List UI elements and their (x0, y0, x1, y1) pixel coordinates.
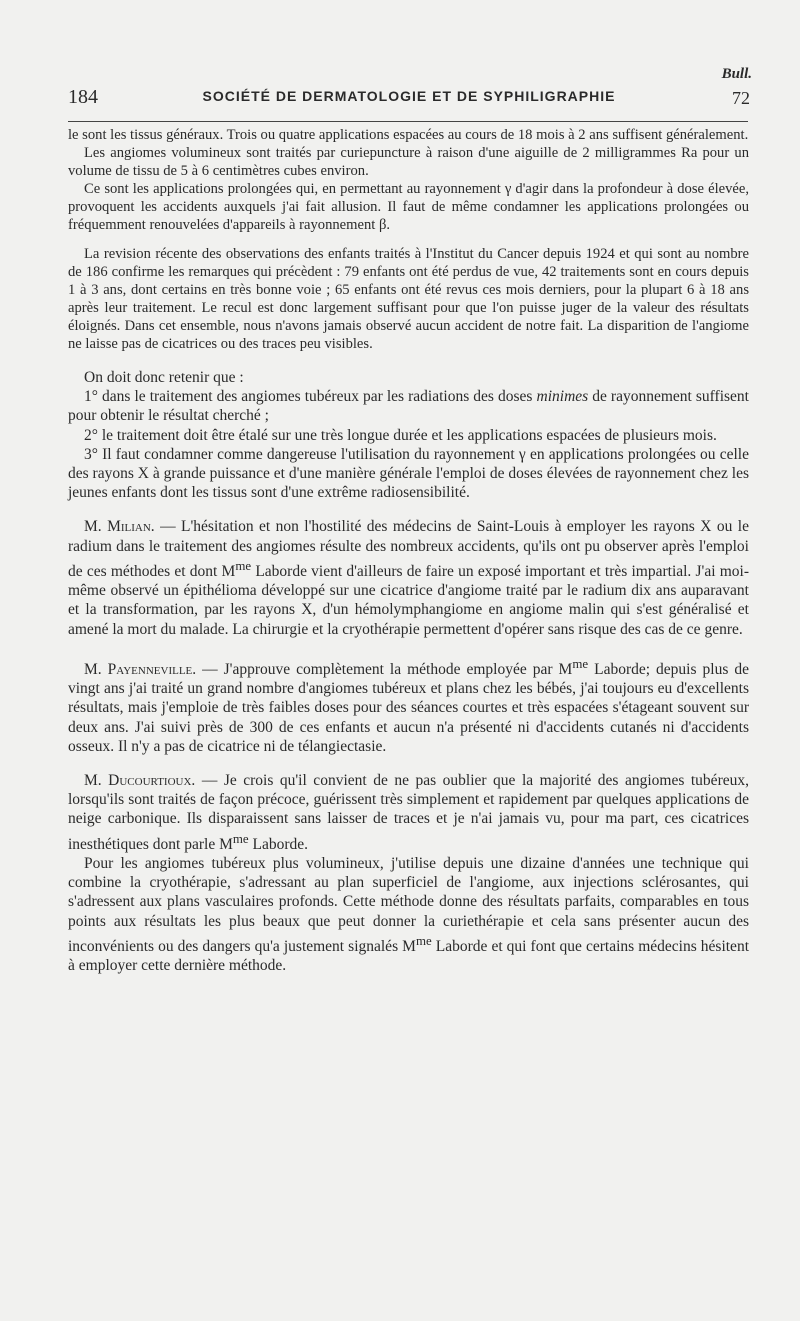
bulletin-label: Bull. (721, 66, 752, 82)
paragraph: La revision récente des observations des enfants traités à l'Institut du Cancer depuis 1924 et qui sont au nombre de 186 confirme les remarques qui précèdent : 79 enfants ont été perdus de vue, 42 traitements sont en cours depuis 1 à 3 ans, dont certains en très bonne voie ; 65 enfants ont été revus ces mois derniers, pour la plupart 6 à 18 ans après leur traitement. Le recul est donc largement suffisant pour que l'on puisse juger de la valeur des résultats éloignés. Dans cet ensemble, nous n'avons jamais observé aucun accident de notre fait. La disparition de l'angiome ne laisse pas de cicatrices ou des traces peu visibles. (68, 246, 749, 352)
conclusion-item: 2° le traitement doit être étalé sur une très longue durée et les applications espacées de plusieurs mois. (84, 426, 717, 444)
spacer (68, 639, 749, 654)
paragraph: Les angiomes volumineux sont traités par curiepuncture à raison d'une aiguille de 2 milligrammes Ra pour un volume de tissu de 5 à 6 centimètres cubes environ. (68, 145, 749, 179)
spacer (68, 353, 749, 368)
paragraph: Pour les angiomes tubéreux plus volumineux, j'utilise depuis une dizaine d'années une technique qui combine la cryothérapie, s'adressant au plan superficiel de l'angiome, aux injections sclérosantes, qui s'adressent aux plans vasculaires profonds. Cette méthode donne des résultats parfaits, comparables en tous points aux résultats les plus beaux que peut donner la curiethérapie et cela sans présenter aucun des inconvénients ou des dangers qu'a justement signalés $M^{me}$ Laborde et qui font que certains médecins hésitent à employer cette dernière méthode. (68, 854, 749, 975)
main-print-section (68, 353, 749, 975)
bulletin-number: 72 (732, 88, 750, 108)
spacer (68, 756, 749, 771)
spacer (68, 502, 749, 517)
discussion-payenneville: M. Payenneville. — J'approuve complètement la méthode employée par $M^{me}$ Laborde; depuis plus de vingt ans j'ai traité un grand nombre d'angiomes tubéreux et plans chez les bébés, j'ai toujours eu d'excellents résultats, mais j'emploie de très faibles doses pour des séances courtes et très espacées s'étageant souvent sur deux ans. J'ai suivi près de 300 de ces enfants et aucun n'a présenté ni d'accidents cutanés ni d'accidents osseux. Il n'y a pas de cicatrice ni de télangiectasie. (68, 655, 749, 755)
small-print-section (68, 126, 749, 353)
paragraph: Ce sont les applications prolongées qui, en permettant au rayonnement γ d'agir dans la profondeur à dose élevée, provoquent les accidents auxquels j'ai fait allusion. Il faut de même condamner les applications prolongées ou fréquemment renouvelées d'appareils à rayonnement β. (68, 181, 749, 233)
journal-title: SOCIÉTÉ DE DERMATOLOGIE ET DE SYPHILIGRAPHIE (202, 88, 616, 104)
conclusion-item: 1° dans le traitement des angiomes tubéreux par les radiations des doses minimes de rayonnement suffisent pour obtenir le résultat cherché ; (68, 388, 749, 425)
conclusion-intro: On doit donc retenir que : (84, 369, 244, 386)
speaker-name: Ducourtioux. (108, 771, 196, 789)
conclusion-item: 3° Il faut condamner comme dangereuse l'utilisation du rayonnement γ en applications prolongées ou celle des rayons X à grande puissance et d'une manière générale l'emploi de doses élevées de rayonnement chez les jeunes enfants dont les tissus sont d'une extrême radiosensibilité. (68, 445, 749, 502)
paragraph: le sont les tissus généraux. Trois ou quatre applications espacées au cours de 18 mois à 2 ans suffisent généralement. (68, 127, 749, 143)
discussion-ducourtioux: M. Ducourtioux. — Je crois qu'il convient de ne pas oublier que la majorité des angiomes tubéreux, lorsqu'ils sont traités de façon précoce, guérissent très simplement et rapidement par quelques applications de neige carbonique. Ils disparaissent sans laisser de traces et je n'ai jamais vu, pour ma part, ces cicatrices inesthétiques dont parle $M^{me}$ Laborde. (68, 771, 749, 853)
page-number: 184 (68, 86, 98, 108)
running-header (68, 86, 750, 112)
speaker-name: Payenneville. (107, 660, 197, 678)
discussion-milian: M. Milian. — L'hésitation et non l'hostilité des médecins de Saint-Louis à employer les rayons X ou le radium dans le traitement des angiomes résulte des nombreux accidents, qu'ils ont pu observer après l'emploi de ces méthodes et dont $M^{me}$ Laborde vient d'ailleurs de faire un exposé important et très impartial. J'ai moi-même observé un épithélioma développé sur une cicatrice d'angiome traité par le radium dix ans auparavant et la transformation, par les rayons X, d'un hémolymphangiome en angiome malin qui s'est généralisé et amené la mort du malade. La chirurgie et la cryothérapie permettent d'opérer sans risque des cas de ce genre. (68, 518, 749, 638)
header-rule (68, 121, 748, 122)
article-body (68, 126, 749, 975)
speaker-name: Milian. (107, 518, 155, 536)
spacer (68, 234, 749, 245)
